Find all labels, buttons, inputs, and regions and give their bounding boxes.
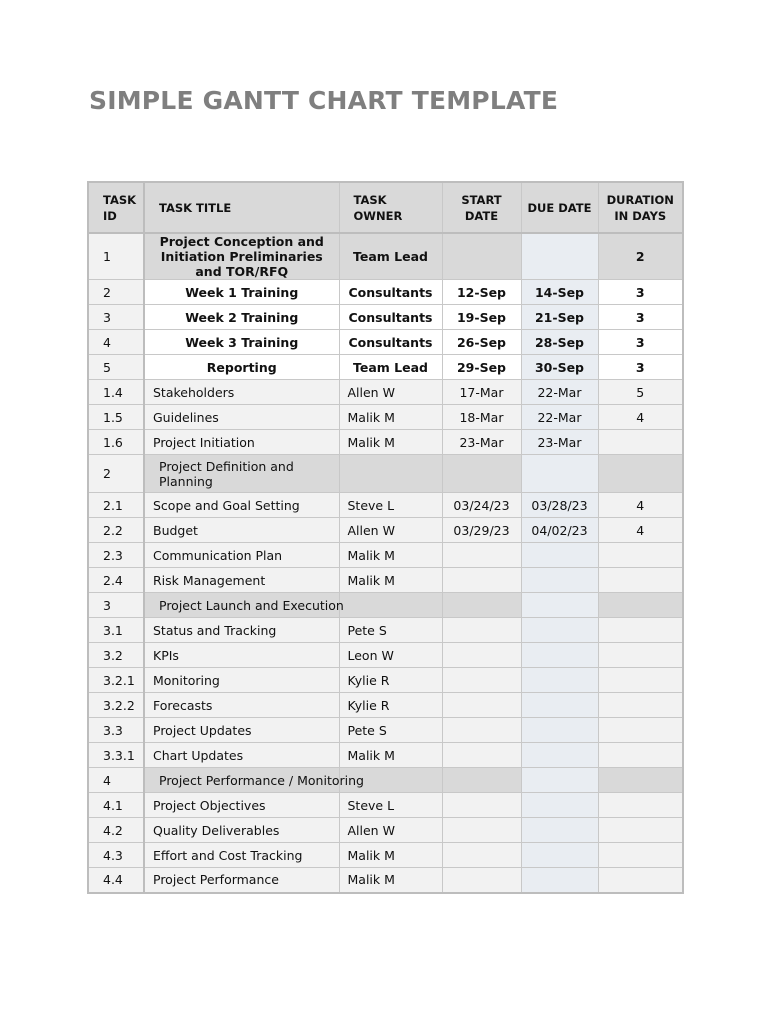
start-date-cell: 12-Sep [442, 280, 521, 305]
page-title: SIMPLE GANTT CHART TEMPLATE [89, 86, 559, 115]
due-date-cell [521, 568, 598, 593]
task-owner-cell: Team Lead [339, 355, 442, 380]
duration-cell [598, 793, 683, 818]
task-title-cell: Project Initiation [144, 430, 339, 455]
start-date-cell: 18-Mar [442, 405, 521, 430]
task-owner-cell: Allen W [339, 518, 442, 543]
task-title-cell: KPIs [144, 643, 339, 668]
duration-cell [598, 618, 683, 643]
task-id-cell: 1.4 [88, 380, 144, 405]
task-title-cell: Budget [144, 518, 339, 543]
task-id-cell: 1.6 [88, 430, 144, 455]
start-date-cell [442, 718, 521, 743]
duration-cell [598, 718, 683, 743]
start-date-cell: 03/29/23 [442, 518, 521, 543]
duration-cell [598, 543, 683, 568]
task-owner-cell: Consultants [339, 305, 442, 330]
due-date-cell [521, 768, 598, 793]
task-owner-cell: Malik M [339, 430, 442, 455]
start-date-cell: 17-Mar [442, 380, 521, 405]
start-date-cell [442, 568, 521, 593]
table-row [88, 543, 683, 568]
task-owner-cell: Leon W [339, 643, 442, 668]
task-title-cell: Effort and Cost Tracking [144, 843, 339, 868]
task-owner-cell: Steve L [339, 493, 442, 518]
table-row [88, 330, 683, 355]
task-id-cell: 4 [88, 768, 144, 793]
task-owner-cell: Malik M [339, 405, 442, 430]
task-owner-cell: Allen W [339, 380, 442, 405]
due-date-cell [521, 868, 598, 893]
task-owner-cell: Malik M [339, 568, 442, 593]
due-date-cell [521, 618, 598, 643]
table-row [88, 355, 683, 380]
task-owner-cell: Allen W [339, 818, 442, 843]
duration-cell: 5 [598, 380, 683, 405]
start-date-cell [442, 818, 521, 843]
due-date-cell: 03/28/23 [521, 493, 598, 518]
task-owner-cell: Malik M [339, 543, 442, 568]
task-owner-cell [339, 455, 442, 493]
due-date-cell [521, 593, 598, 618]
task-id-cell: 3 [88, 593, 144, 618]
due-date-cell: 22-Mar [521, 380, 598, 405]
duration-cell: 2 [598, 233, 683, 280]
task-title-cell: Project Launch and Execution [144, 593, 339, 618]
start-date-cell [442, 743, 521, 768]
task-id-cell: 2.3 [88, 543, 144, 568]
task-owner-cell: Kylie R [339, 693, 442, 718]
start-date-cell [442, 693, 521, 718]
table-row [88, 693, 683, 718]
task-owner-cell [339, 593, 442, 618]
header-duration: DURATION IN DAYS [598, 182, 683, 233]
header-row [88, 182, 683, 233]
duration-cell [598, 568, 683, 593]
due-date-cell [521, 693, 598, 718]
task-id-cell: 2.4 [88, 568, 144, 593]
start-date-cell [442, 455, 521, 493]
start-date-cell [442, 668, 521, 693]
due-date-cell [521, 543, 598, 568]
table-row [88, 305, 683, 330]
table-row [88, 868, 683, 893]
task-id-cell: 3.3 [88, 718, 144, 743]
task-id-cell: 2 [88, 280, 144, 305]
task-title-cell: Guidelines [144, 405, 339, 430]
duration-cell: 3 [598, 355, 683, 380]
task-id-cell: 4.1 [88, 793, 144, 818]
start-date-cell: 19-Sep [442, 305, 521, 330]
task-id-cell: 1.5 [88, 405, 144, 430]
task-id-cell: 3.3.1 [88, 743, 144, 768]
duration-cell [598, 818, 683, 843]
start-date-cell [442, 643, 521, 668]
due-date-cell [521, 743, 598, 768]
header-task-id: TASK ID [88, 182, 144, 233]
header-task-title: TASK TITLE [144, 182, 339, 233]
task-title-cell: Chart Updates [144, 743, 339, 768]
table-row [88, 768, 683, 793]
task-title-cell: Risk Management [144, 568, 339, 593]
task-owner-cell: Malik M [339, 868, 442, 893]
task-title-cell: Communication Plan [144, 543, 339, 568]
task-title-cell: Project Objectives [144, 793, 339, 818]
task-owner-cell: Pete S [339, 618, 442, 643]
start-date-cell [442, 843, 521, 868]
duration-cell: 4 [598, 493, 683, 518]
task-title-cell: Reporting [144, 355, 339, 380]
table-row [88, 743, 683, 768]
due-date-cell [521, 668, 598, 693]
start-date-cell: 23-Mar [442, 430, 521, 455]
duration-cell [598, 843, 683, 868]
start-date-cell: 03/24/23 [442, 493, 521, 518]
task-title-cell: Stakeholders [144, 380, 339, 405]
table-row [88, 380, 683, 405]
table-row [88, 618, 683, 643]
due-date-cell: 14-Sep [521, 280, 598, 305]
table-row [88, 405, 683, 430]
start-date-cell [442, 593, 521, 618]
task-owner-cell: Team Lead [339, 233, 442, 280]
due-date-cell [521, 793, 598, 818]
duration-cell: 3 [598, 305, 683, 330]
task-title-cell: Project Conception and Initiation Preliminaries and TOR/RFQ [144, 233, 339, 280]
table-row [88, 280, 683, 305]
task-title-cell: Project Performance / Monitoring [144, 768, 339, 793]
due-date-cell [521, 718, 598, 743]
duration-cell [598, 743, 683, 768]
task-id-cell: 3.2.1 [88, 668, 144, 693]
due-date-cell [521, 643, 598, 668]
duration-cell: 4 [598, 405, 683, 430]
start-date-cell [442, 233, 521, 280]
task-owner-cell: Malik M [339, 743, 442, 768]
due-date-cell: 23-Mar [521, 430, 598, 455]
start-date-cell [442, 768, 521, 793]
due-date-cell: 04/02/23 [521, 518, 598, 543]
due-date-cell [521, 233, 598, 280]
task-title-cell: Quality Deliverables [144, 818, 339, 843]
table-row [88, 818, 683, 843]
table-row [88, 455, 683, 493]
start-date-cell: 26-Sep [442, 330, 521, 355]
duration-cell [598, 693, 683, 718]
task-id-cell: 3.2.2 [88, 693, 144, 718]
start-date-cell [442, 543, 521, 568]
table-row [88, 518, 683, 543]
task-owner-cell: Consultants [339, 330, 442, 355]
duration-cell: 3 [598, 330, 683, 355]
task-title-cell: Week 1 Training [144, 280, 339, 305]
start-date-cell [442, 618, 521, 643]
task-title-cell: Week 3 Training [144, 330, 339, 355]
task-id-cell: 2.1 [88, 493, 144, 518]
duration-cell [598, 768, 683, 793]
duration-cell: 3 [598, 280, 683, 305]
task-title-cell: Monitoring [144, 668, 339, 693]
duration-cell [598, 593, 683, 618]
start-date-cell: 29-Sep [442, 355, 521, 380]
table-row [88, 493, 683, 518]
task-id-cell: 3 [88, 305, 144, 330]
duration-cell [598, 868, 683, 893]
task-id-cell: 1 [88, 233, 144, 280]
task-id-cell: 4.2 [88, 818, 144, 843]
table-row [88, 430, 683, 455]
task-id-cell: 3.1 [88, 618, 144, 643]
duration-cell: 4 [598, 518, 683, 543]
task-id-cell: 2 [88, 455, 144, 493]
task-id-cell: 3.2 [88, 643, 144, 668]
due-date-cell: 30-Sep [521, 355, 598, 380]
task-owner-cell: Kylie R [339, 668, 442, 693]
task-title-cell: Forecasts [144, 693, 339, 718]
due-date-cell: 22-Mar [521, 405, 598, 430]
duration-cell [598, 430, 683, 455]
due-date-cell [521, 843, 598, 868]
task-id-cell: 4.4 [88, 868, 144, 893]
task-title-cell: Project Updates [144, 718, 339, 743]
table-row [88, 718, 683, 743]
task-id-cell: 4 [88, 330, 144, 355]
due-date-cell: 28-Sep [521, 330, 598, 355]
task-title-cell: Scope and Goal Setting [144, 493, 339, 518]
task-title-cell: Status and Tracking [144, 618, 339, 643]
header-start-date: START DATE [442, 182, 521, 233]
start-date-cell [442, 868, 521, 893]
table-row [88, 568, 683, 593]
task-owner-cell: Malik M [339, 843, 442, 868]
due-date-cell [521, 455, 598, 493]
task-owner-cell: Steve L [339, 793, 442, 818]
task-title-cell: Project Performance [144, 868, 339, 893]
table-row [88, 593, 683, 618]
task-owner-cell: Pete S [339, 718, 442, 743]
task-id-cell: 5 [88, 355, 144, 380]
table-row [88, 643, 683, 668]
gantt-table [87, 181, 684, 894]
task-id-cell: 4.3 [88, 843, 144, 868]
due-date-cell [521, 818, 598, 843]
table-row [88, 843, 683, 868]
table-row [88, 233, 683, 280]
task-title-cell: Project Definition and Planning [144, 455, 339, 493]
due-date-cell: 21-Sep [521, 305, 598, 330]
start-date-cell [442, 793, 521, 818]
task-id-cell: 2.2 [88, 518, 144, 543]
table-row [88, 668, 683, 693]
header-due-date: DUE DATE [521, 182, 598, 233]
duration-cell [598, 668, 683, 693]
header-task-owner: TASK OWNER [339, 182, 442, 233]
duration-cell [598, 643, 683, 668]
task-owner-cell: Consultants [339, 280, 442, 305]
task-title-cell: Week 2 Training [144, 305, 339, 330]
table-row [88, 793, 683, 818]
duration-cell [598, 455, 683, 493]
